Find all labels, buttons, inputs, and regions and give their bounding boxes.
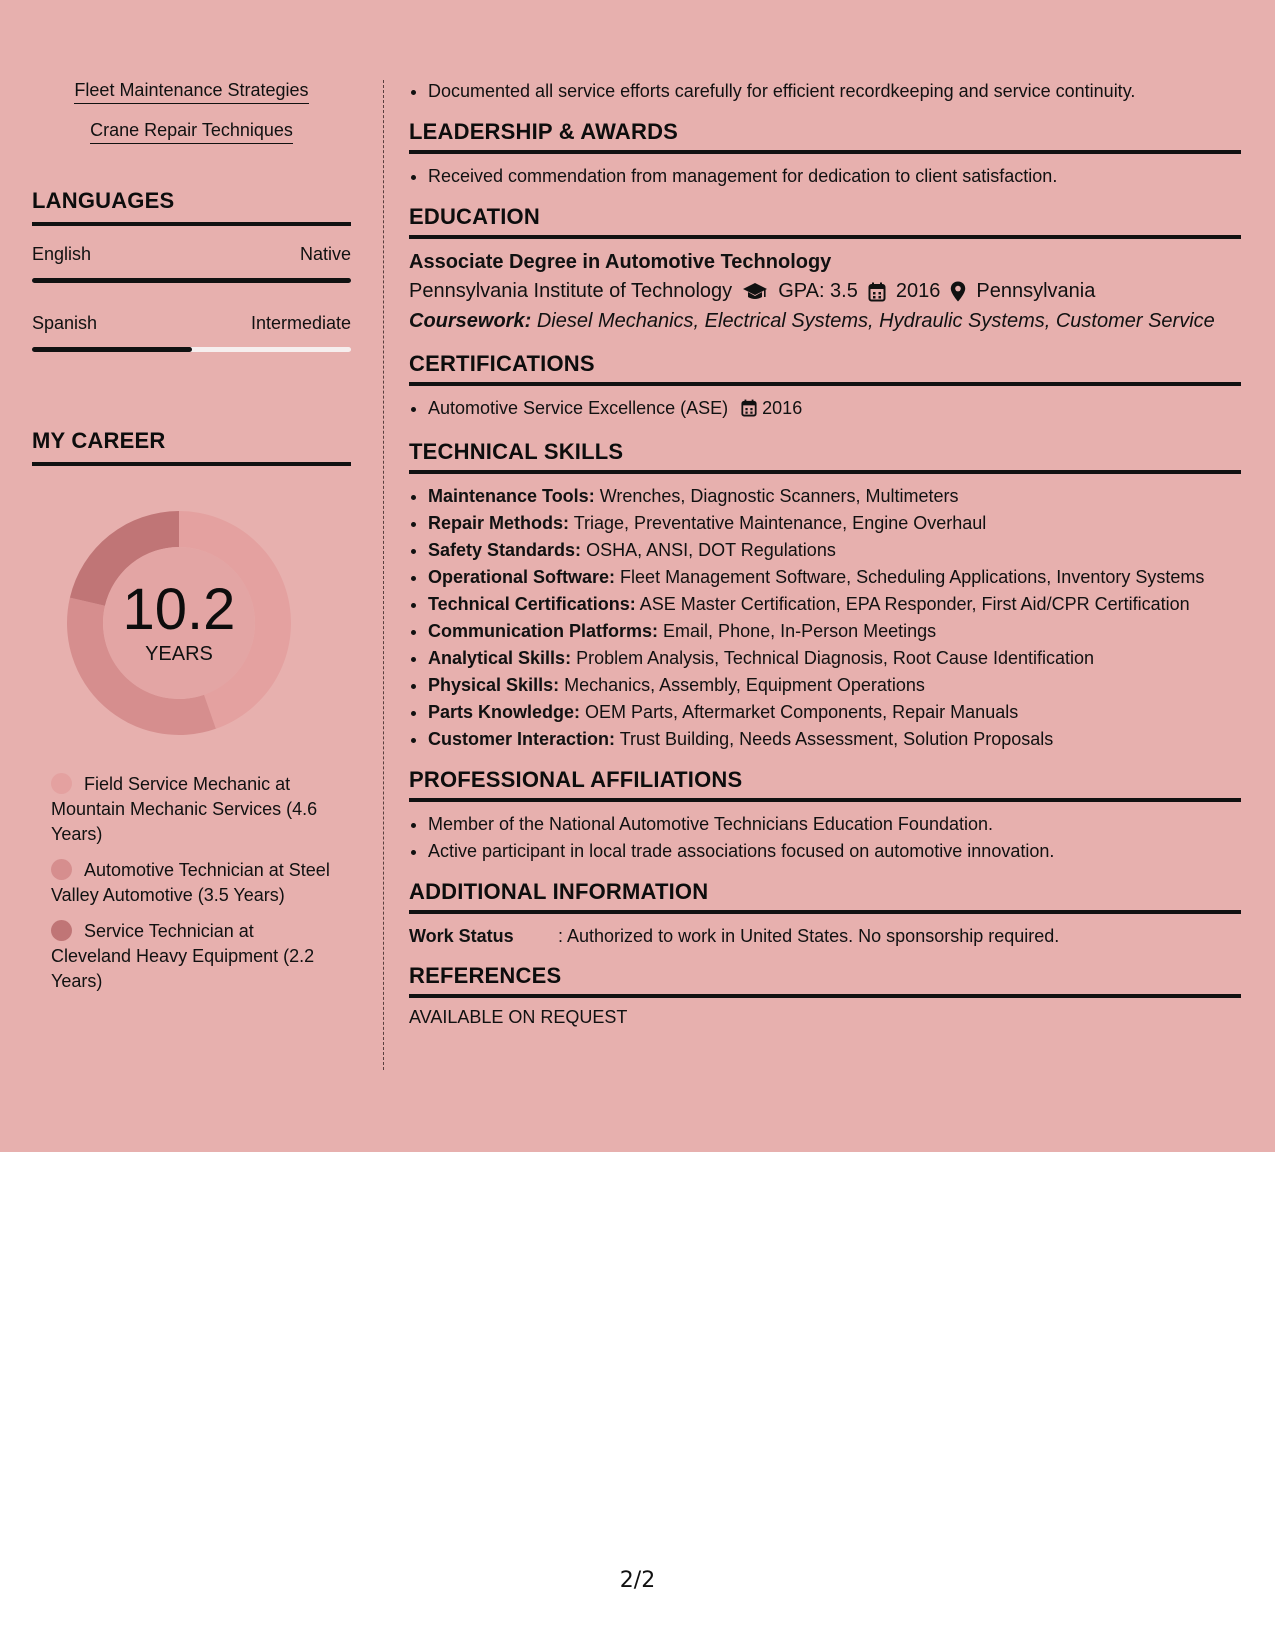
column-divider [383, 80, 384, 1070]
work-status-value: : Authorized to work in United States. No sponsorship required. [558, 926, 1060, 946]
skill-label: Analytical Skills: [428, 648, 572, 668]
map-pin-icon [950, 276, 966, 306]
section-rule [409, 910, 1241, 914]
affiliations-title: PROFESSIONAL AFFILIATIONS [409, 767, 743, 792]
skill-value: OSHA, ANSI, DOT Regulations [586, 540, 836, 560]
career-item [51, 772, 336, 847]
career-legend [51, 772, 336, 994]
references-text: AVAILABLE ON REQUEST [409, 1007, 628, 1027]
donut-center [66, 510, 292, 736]
skill-item [428, 672, 1241, 699]
education-location: Pennsylvania [976, 280, 1096, 302]
gpa: GPA: 3.5 [778, 280, 858, 302]
tag-fleet-maintenance[interactable]: Fleet Maintenance Strategies [74, 80, 308, 104]
language-level: Intermediate [250, 313, 351, 333]
section-rule [409, 235, 1241, 239]
career-title: MY CAREER [32, 428, 166, 453]
skill-item [428, 510, 1241, 537]
school-name: Pennsylvania Institute of Technology [409, 280, 733, 302]
career-text: Field Service Mechanic at Mountain Mechanic Services (4.6 Years) [51, 774, 318, 844]
career-item [51, 858, 336, 908]
language-english [32, 244, 351, 283]
coursework-label: Coursework: [409, 310, 532, 332]
skill-value: Email, Phone, In-Person Meetings [663, 621, 937, 641]
language-bar [32, 278, 351, 283]
certifications-section [409, 351, 1241, 425]
section-rule [409, 150, 1241, 154]
certification-name: Automotive Service Excellence (ASE) [428, 398, 729, 418]
left-column [32, 80, 351, 1005]
work-status [409, 923, 1241, 949]
language-name: English [32, 244, 92, 264]
skill-label: Customer Interaction: [428, 729, 616, 749]
language-bar-fill [32, 347, 192, 352]
skill-label: Safety Standards: [428, 540, 582, 560]
certification-item [428, 395, 1241, 425]
skill-value: Wrenches, Diagnostic Scanners, Multimeters [599, 486, 959, 506]
certifications-title: CERTIFICATIONS [409, 351, 595, 376]
list-item: • Member of the National Automotive Technicians Education Foundation. [428, 811, 1241, 838]
skill-value: Triage, Preventative Maintenance, Engine Overhaul [573, 513, 987, 533]
skill-item [428, 483, 1241, 510]
legend-dot [51, 773, 72, 794]
total-years: 10.2 [122, 576, 236, 642]
career-item [51, 919, 336, 994]
skill-label: Physical Skills: [428, 675, 560, 695]
list-item: • Received commendation from management for dedication to client satisfaction. [428, 163, 1241, 190]
language-bar-fill [32, 278, 351, 283]
languages-section [32, 188, 351, 352]
skills-title: TECHNICAL SKILLS [409, 439, 624, 464]
legend-dot [51, 859, 72, 880]
skill-label: Parts Knowledge: [428, 702, 581, 722]
calendar-icon [741, 398, 757, 425]
references-title: REFERENCES [409, 963, 562, 988]
language-name: Spanish [32, 313, 98, 333]
certification-year: 2016 [762, 398, 803, 418]
legend-dot [51, 920, 72, 941]
degree-name: Associate Degree in Automotive Technology [409, 251, 832, 273]
page-number: 2/2 [619, 1568, 656, 1593]
list-item: • Active participant in local trade associations focused on automotive innovation. [428, 838, 1241, 865]
skill-value: OEM Parts, Aftermarket Components, Repair Manuals [585, 702, 1019, 722]
skill-item [428, 618, 1241, 645]
section-rule [32, 462, 351, 466]
coursework-value: Diesel Mechanics, Electrical Systems, Hydraulic Systems, Customer Service [536, 310, 1215, 332]
list-item: • Documented all service efforts carefully for efficient recordkeeping and service continuity. [428, 78, 1241, 105]
skills-section [409, 439, 1241, 753]
career-donut-chart [66, 510, 292, 736]
years-unit: YEARS [145, 642, 213, 665]
interest-tags [32, 80, 351, 144]
education-details [409, 276, 1241, 306]
graduation-year: 2016 [895, 280, 941, 302]
skill-value: Fleet Management Software, Scheduling Applications, Inventory Systems [620, 567, 1205, 587]
language-spanish [32, 313, 351, 352]
additional-title: ADDITIONAL INFORMATION [409, 879, 709, 904]
skill-value: ASE Master Certification, EPA Responder, First Aid/CPR Certification [639, 594, 1190, 614]
graduation-cap-icon [742, 276, 768, 306]
career-text: Automotive Technician at Steel Valley Automotive (3.5 Years) [51, 860, 330, 905]
affiliations-section [409, 767, 1241, 865]
career-text: Service Technician at Cleveland Heavy Equipment (2.2 Years) [51, 921, 315, 991]
additional-section [409, 879, 1241, 949]
experience-continued [409, 78, 1241, 105]
skill-label: Technical Certifications: [428, 594, 636, 614]
tag-crane-repair[interactable]: Crane Repair Techniques [90, 120, 293, 144]
skill-label: Operational Software: [428, 567, 616, 587]
skill-item [428, 645, 1241, 672]
leadership-section [409, 119, 1241, 190]
right-column [409, 78, 1241, 1028]
education-section [409, 204, 1241, 337]
skill-value: Mechanics, Assembly, Equipment Operations [564, 675, 925, 695]
work-status-label: Work Status [409, 926, 514, 946]
skill-item [428, 564, 1241, 591]
skill-value: Trust Building, Needs Assessment, Solution Proposals [619, 729, 1054, 749]
coursework [409, 306, 1241, 337]
references-section [409, 963, 1241, 1028]
section-rule [32, 222, 351, 226]
skill-label: Repair Methods: [428, 513, 570, 533]
section-rule [409, 994, 1241, 998]
skill-item [428, 726, 1241, 753]
career-section [32, 428, 351, 994]
leadership-title: LEADERSHIP & AWARDS [409, 119, 679, 144]
section-rule [409, 382, 1241, 386]
section-rule [409, 470, 1241, 474]
skill-item [428, 591, 1241, 618]
skill-label: Maintenance Tools: [428, 486, 595, 506]
skill-item [428, 537, 1241, 564]
skill-item [428, 699, 1241, 726]
section-rule [409, 798, 1241, 802]
skill-label: Communication Platforms: [428, 621, 659, 641]
calendar-icon [868, 276, 886, 306]
education-title: EDUCATION [409, 204, 540, 229]
skill-value: Problem Analysis, Technical Diagnosis, Root Cause Identification [576, 648, 1095, 668]
language-bar [32, 347, 351, 352]
skills-list [409, 483, 1241, 753]
languages-title: LANGUAGES [32, 188, 175, 213]
language-level: Native [299, 244, 351, 264]
